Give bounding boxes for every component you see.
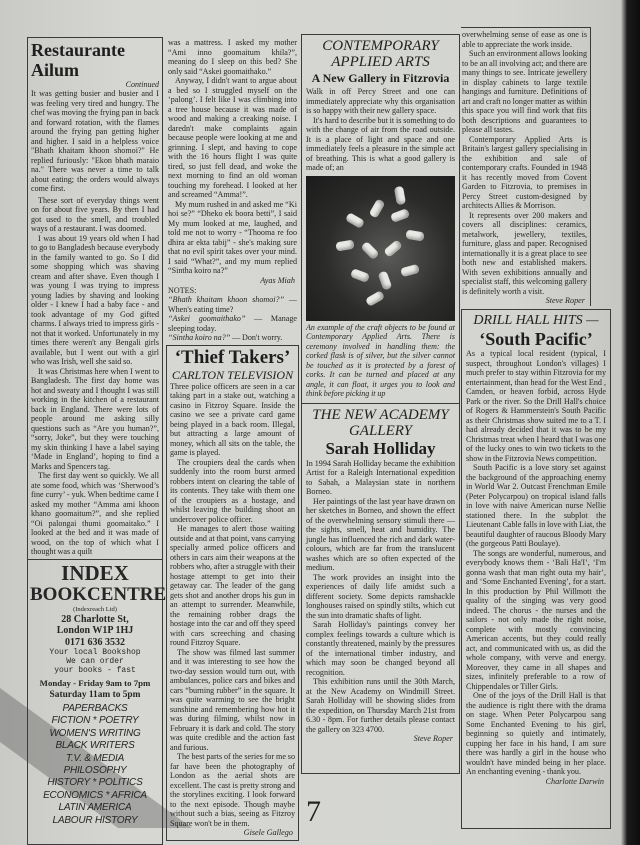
note-definition: — Don't worry.: [230, 333, 283, 342]
article-headline: Sarah Holliday: [325, 438, 436, 458]
ad-category: LATIN AMERICA: [58, 802, 132, 814]
article-paragraph: The songs are wonderful, numerous, and everybody knows them - ‘Bali Ha'I’, ‘I'm gonna wash that man right outa my hair’, and ‘Some Enchanted Evening’, for a start. In this production by Phil Willmott the quality of the singing was very good indeed. The chorus - the nurses and the sailors - not only made the right noise, complete with mostly convincing American accents, but they could really act, and communicated with us, as did the whole company, with verve and energy. Moreover, they came in all shapes and sizes, infinitely preferable to a row of Chippendales or Tiller Girls.: [466, 548, 606, 691]
ad-category: HISTORY * POLITICS: [47, 777, 143, 789]
article-paragraph: As a typical local resident (typical, I suspect, throughout London's villages) I much prefer to stay within Fitzrovia for my entertainment, than head for the West End , Camden, or heaven forbid, across Hyde Park or the river. So the Drill Hall's choice of Rogers & Hammerstein's South Pacific as their Christmas show suited me to a T. I had already decided that it was to be my Christmas treat when I heard that I was one of the lucky ones to win two tickets to the show in the Fitzrovia News competition.: [466, 349, 606, 463]
article-paragraph: The show was filmed last summer and it was interesting to see how the two-day session would turn out, with ambulances, police cars and bikes and cars “burning rubber” in the square. It was quite warming to see the bright sunshine and remembering how hot it was during filming, whilst now in February it is dark and cold. The story was quite credible and the action fast and furious.: [170, 647, 295, 752]
photo-caption: [306, 321, 455, 400]
column-4: [461, 27, 611, 829]
article-paragraph: This exhibition runs until the 30th March, at the New Academy on Windmill Street. Sarah Holliday will be showing slides from the expedition, on Thursday March 21st from 6.30 - 8pm. For further details please contact the gallery on 323 4700.: [306, 677, 455, 734]
author-byline: Charlotte Darwin: [545, 776, 604, 786]
article-paragraph: The croupiers deal the cards when suddenly into the room burst armed robbers intent on clearing the table of its contents. They take with them one of the croupiers as a hostage, and whilst leaving the building shoot an undercover police officer.: [170, 457, 295, 524]
ad-category: BLACK WRITERS: [55, 740, 135, 752]
ad-address2: London W1P 1HJ: [56, 625, 134, 636]
ad-category: PHILOSOPHY: [63, 765, 127, 777]
ad-tagline: your books - fast: [54, 666, 136, 675]
article-headline: A New Gallery in Fitzrovia: [311, 71, 450, 85]
ad-category: LABOUR HISTORY: [52, 814, 138, 826]
caption-text: An example of the craft objects to be found at Contemporary Applied Arts. There is ceremony involved in handling them: the corked flask is of silver, but the silver cannot be touched as it is protected by a forest of corks. It can be turned and placed at any angle, it can float, it urges you to look and think before picking it up: [306, 322, 455, 398]
continued-label: Continued: [125, 80, 159, 89]
article-title: CONTEMPORARY: [322, 38, 439, 54]
article-title: ‘Thief Takers’: [174, 346, 291, 368]
article-paragraph: Three police officers are seen in a car taking part in a stake out, watching a casino in Fitzroy Square. Inside the casino we see a private card game being played in a back room. Illegal, but attracting a large amount of money, which all sits on the table, the game is played.: [170, 381, 295, 457]
article-paragraph: The work provides an insight into the experiences of daily life amidst such a different society. Some depicts ramshackle longhouses raised on spindly stilts, which cut the sun into dramatic shafts of light.: [306, 572, 455, 620]
contemporary-applied-arts-article: [301, 34, 460, 404]
ad-name-line2: BOOKCENTRE: [30, 583, 167, 605]
ad-address1: 28 Charlotte St,: [61, 613, 129, 625]
column-2: [166, 38, 299, 841]
article-paragraph: My mum rushed in and asked me “Ki hoi se?” “Dheko ek boora betti”, I said My mum looked at me, laughed, and told me not to worry - “Thooma re foo dhira ar ekta tabij” - she's making sure that no evil spirit takes over your mind. I said “What?”, and my mum replied “Sintha koiro na?”: [168, 199, 297, 275]
article-paragraph: Such an environment allows looking to be an all involving act; and there are many things to see. Intricate jewellery in display cabinets to large textile hangings and furniture. Definitions of art and craft no longer matter as within this space you will find work that fits both descriptions and guarantees to please all tastes.: [462, 49, 587, 134]
notes-label: NOTES:: [168, 285, 197, 295]
article-paragraph: One of the joys of the Drill Hall is that the audience is right there with the drama on stage. When Peter Polycarpou sang Some Enchanted Evening to his girl, beginning so quietly and intimately, cupping her face in his hand, I am sure there was hardly a girl in the house who wouldn't have minded being in her place. An enchanting evening - thank you.: [466, 691, 606, 776]
restaurant-article: [27, 37, 163, 560]
article-paragraph: Her paintings of the last year have drawn on her sketches in Borneo, and shown the effect of the overwhelming sensory stimuli there — the sights, smell, heat and humidity. The jungle has influenced the rich and dark water-colours, which are far from the translucent washes which are so often expected of the medium.: [306, 496, 455, 572]
article-paragraph: Contemporary Applied Arts is Britain's largest gallery specialising in the exhibition and sale of contemporary crafts. Founded in 1948 it has recently moved from Covent Garden to Fitzrovia, to premises in Percy Street custom-designed by architects Allies & Morrison.: [462, 134, 587, 210]
article-paragraph: In 1994 Sarah Holliday became the exhibition Artist for a Raleigh International expedition to Sabah, a Malaysian state in northern Borneo.: [306, 458, 455, 496]
ad-category: ECONOMICS * AFRICA: [43, 789, 147, 801]
article-paragraph: I was about 19 years old when I had to go to Bangladesh because everybody in the family wanted to go. So I did some shopping which was shaving cream and after shave. Even though I was young I was trying to impress young ladies by shaving and looking older - I knew I had a baby face - and took advantage of my God gifted charms. I always tried to impress girls - not that it worked. Unfortunately in my times there weren't any Bengali girls available, but I went out with a girl who was Irish, well she said so.: [31, 233, 159, 366]
new-academy-gallery-article: [301, 404, 460, 774]
ad-category: WOMEN'S WRITING: [49, 727, 141, 739]
article-paragraph: Anyway, I didn't want to argue about a bed so I struggled myself on the ‘palong’. I felt like I was climbing into a tree house because it was made of wood and making a creaking noise. I daredn't make complaints again because people were looking at me and grinning. I slept, and having to cope with the 16 hours flight I was quite tired, so just fell dead, and woke the next morning to find an old woman touching my forehead. I looked at her and screamed “Amma!”.: [168, 76, 297, 199]
author-byline: Steve Roper: [545, 296, 585, 305]
ad-phone: 0171 636 3532: [65, 636, 125, 648]
article-subtitle: CARLTON TELEVISION: [171, 367, 294, 382]
restaurant-continuation: [166, 38, 299, 343]
article-title: ‘South Pacific’: [479, 329, 593, 349]
ad-tagline: We can order: [66, 657, 124, 666]
note-term: “Askei goomaithako”: [168, 314, 246, 323]
note-term: “Sintha koiro na?”: [168, 333, 231, 342]
author-byline: Steve Roper: [413, 734, 453, 743]
page-number: 7: [306, 795, 321, 828]
article-paragraph: The best parts of the series for me so far have been the photography of London as the aerial shots are excellent. The cast is pretty strong and the storylines exciting. I look forward to the next episode. Though maybe without such a bias, seeing as Fitzroy Square won't be in them.: [170, 752, 295, 828]
article-paragraph: It represents over 200 makers and covers all disciplines: ceramics, metalwork, jewellery, textiles, furniture, glass and paper. Recognised internationally it is a great place to see both new and established makers. With seven exhibitions annually and specialist staff, this welcoming gallery is definitely worth a visit.: [462, 210, 587, 296]
thief-takers-article: [166, 345, 299, 842]
ad-hours: Monday - Friday 9am to 7pm: [39, 678, 151, 688]
ad-tagline: Your local Bookshop: [49, 648, 141, 657]
ad-name-line1: INDEX: [61, 560, 129, 585]
drill-hall-article: [461, 309, 611, 829]
author-byline: Gisele Gallego: [243, 828, 293, 837]
ad-category: PAPERBACKS: [62, 703, 128, 714]
ad-hours: Saturday 11am to 5pm: [49, 689, 141, 700]
article-title: APPLIED ARTS: [331, 54, 430, 70]
article-paragraph: South Pacific is a love story set against the background of the approaching enemy in World War 2. Outcast Frenchman Emile (Peter Polycarpou) on tropical island falls in love with naive American nurse Nellie stationed there. In the subplot the Lieutenant Cable falls in love with Liat, the beautiful daughter of raucous Bloody Mary (the gorgeous Patti Boulaye).: [466, 463, 606, 548]
article-paragraph: He manages to alert those waiting outside and at that point, vans carrying specially armed police officers and others in cars aim their weapons at the robbers who, after a struggle with their hostage attempt to get into their getaway car. The leader of the gang gets shot and another drops his gun in an attempt to surrender. Meanwhile, the remaining robber drags the hostage into the car and off they speed with cars screeching and chasing round Fitzroy Square.: [170, 524, 295, 647]
article-title: Restaurante Ailum: [31, 40, 125, 80]
article-paragraph: overwhelming sense of ease as one is able to appreciate the work inside.: [462, 30, 587, 49]
article-kicker: DRILL HALL HITS —: [473, 313, 599, 328]
author-byline: Ayas Miah: [260, 275, 295, 285]
article-paragraph: It was Christmas here when I went to Bangladesh. The first day home was hot and sweaty and I thought I was still working in the kitchen of a restaurant back in England. There were lots of people around me asking silly questions such as “Are you human?”, “sorry, Joke”, but they were touching my skin thinking I have a label saying ‘Made in England’, hoping to find a Marks and Spencers tag.: [31, 366, 159, 471]
article-paragraph: Sarah Holliday's paintings convey her complex feelings towards a culture which is constantly threatened, mainly by the pressures of the international timber industry, and which may soon be changed beyond all recognition.: [306, 620, 455, 677]
column-3: [301, 34, 460, 774]
article-paragraph: The first day went so quickly. We all ate some food, which was ‘Sherwood’s fine curry’ - yuk. When bedtime came I asked my mother “Amma ami khoon khano goomaitum?”, and she replied “Oi palongai thumi goomaitako.” I looked at the bed and it was made of wood, on the top of which what I thought was a quilt: [31, 471, 159, 556]
ad-company: (Indexreach Ltd): [73, 605, 117, 613]
column-1: [27, 37, 167, 845]
article-paragraph: These sort of everyday things went on for about five years. By then I had got used to the smell, and troubled ways of a restaurant. I was doomed.: [31, 195, 159, 233]
contemporary-continuation: [461, 27, 591, 306]
article-title: THE NEW ACADEMY: [312, 406, 449, 423]
ad-category: T.V. & MEDIA: [65, 752, 125, 764]
notes-section: [168, 286, 297, 343]
index-bookcentre-ad: [27, 560, 167, 845]
note-term: “Bhath khaitam khoon shomoi?”: [168, 295, 285, 304]
note-definition: — Manage sleeping today.: [168, 314, 298, 333]
article-paragraph: It was getting busier and busier and I was feeling very tired and hungry. The chef was moving the frying pan in back and forward rotation, with the flames around the frying pan getting higher and higher. I said in a helpless voice "Bhath khaitam khoon shomoi?" He replied furiously: "Ekon bhath maraio na." There was never a time to talk about eating; the orders would always come first.: [31, 89, 159, 193]
article-paragraph: was a mattress. I asked my mother “Ami inno goomaitum khila?”, meaning do I sleep on this bed? She only said “Askei goomaithako.”: [168, 38, 297, 76]
article-paragraph: Walk in off Percy Street and one can immediately appreciate why this organisation is so happy with their new gallery space.: [306, 87, 455, 115]
article-paragraph: It's hard to describe but it is something to do with the change of air from the road outside. It is a place of light and space and one immediately feels a pleasure in the simple act of breathing. This is what a good gallery is made of; an: [306, 115, 455, 172]
note-definition: — When's eating time?: [168, 295, 298, 314]
article-title: GALLERY: [348, 422, 413, 439]
ad-category: FICTION * POETRY: [51, 715, 139, 727]
craft-object-photo: [306, 176, 455, 321]
